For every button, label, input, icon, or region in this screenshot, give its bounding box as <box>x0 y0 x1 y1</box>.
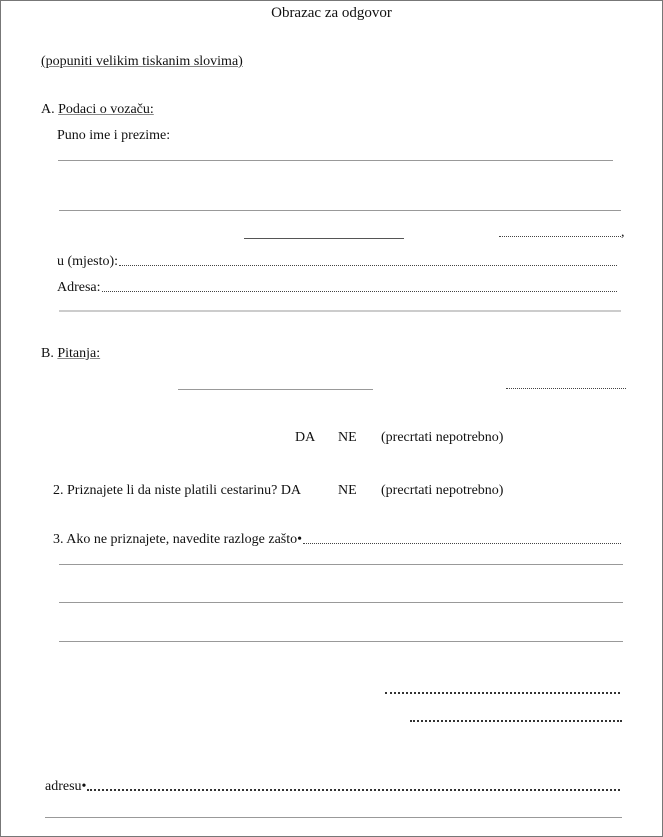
q3-row <box>53 532 621 548</box>
q3-line-2[interactable] <box>59 602 623 603</box>
footer-address-label: adresu• <box>45 779 87 794</box>
comma: , <box>621 225 625 240</box>
question-1-dotted-field[interactable] <box>506 388 626 389</box>
instruction-text: (popuniti velikim tiskanim slovima) <box>41 54 243 69</box>
section-a-prefix: A. <box>41 102 55 117</box>
section-a-title: Podaci o vozaču: <box>58 102 154 117</box>
q2-note: (precrtati nepotrebno) <box>381 483 504 498</box>
q3-field[interactable] <box>303 543 621 544</box>
q3-line-1[interactable] <box>59 564 623 565</box>
full-name-label: Puno ime i prezime: <box>57 128 171 143</box>
place-row <box>57 254 617 270</box>
address-field[interactable] <box>102 291 617 292</box>
question-1-field[interactable] <box>178 389 373 390</box>
footer-address-row <box>45 779 620 795</box>
date-dotted-field[interactable] <box>499 236 621 237</box>
section-b-title: Pitanja: <box>57 346 101 361</box>
q2-no-option[interactable]: NE <box>338 483 357 498</box>
address-field-2[interactable] <box>59 310 621 312</box>
form-title: Obrazac za odgovor <box>271 5 392 21</box>
signature-field[interactable] <box>410 720 622 722</box>
footer-address-line[interactable] <box>45 817 622 818</box>
q1-note: (precrtati nepotrebno) <box>381 430 504 445</box>
q3-line-3[interactable] <box>59 641 623 642</box>
q1-yes-option[interactable]: DA <box>295 430 316 445</box>
full-name-field-2[interactable] <box>59 210 621 211</box>
q1-no-option[interactable]: NE <box>338 430 357 445</box>
place-label: u (mjesto): <box>57 254 119 269</box>
q3-text: 3. Ako ne priznajete, navedite razloge zašto• <box>53 532 303 547</box>
place-date-field[interactable] <box>385 692 620 694</box>
section-b-prefix: B. <box>41 346 54 361</box>
q2-text[interactable]: 2. Priznajete li da niste platili cestarinu? DA <box>53 483 302 498</box>
place-field[interactable] <box>119 265 617 266</box>
address-label: Adresa: <box>57 280 101 295</box>
footer-address-field[interactable] <box>87 789 620 791</box>
address-row <box>57 280 617 296</box>
section-a-heading <box>41 102 154 118</box>
section-b-heading <box>41 346 100 362</box>
full-name-field[interactable] <box>58 160 613 161</box>
date-field[interactable] <box>244 238 404 239</box>
